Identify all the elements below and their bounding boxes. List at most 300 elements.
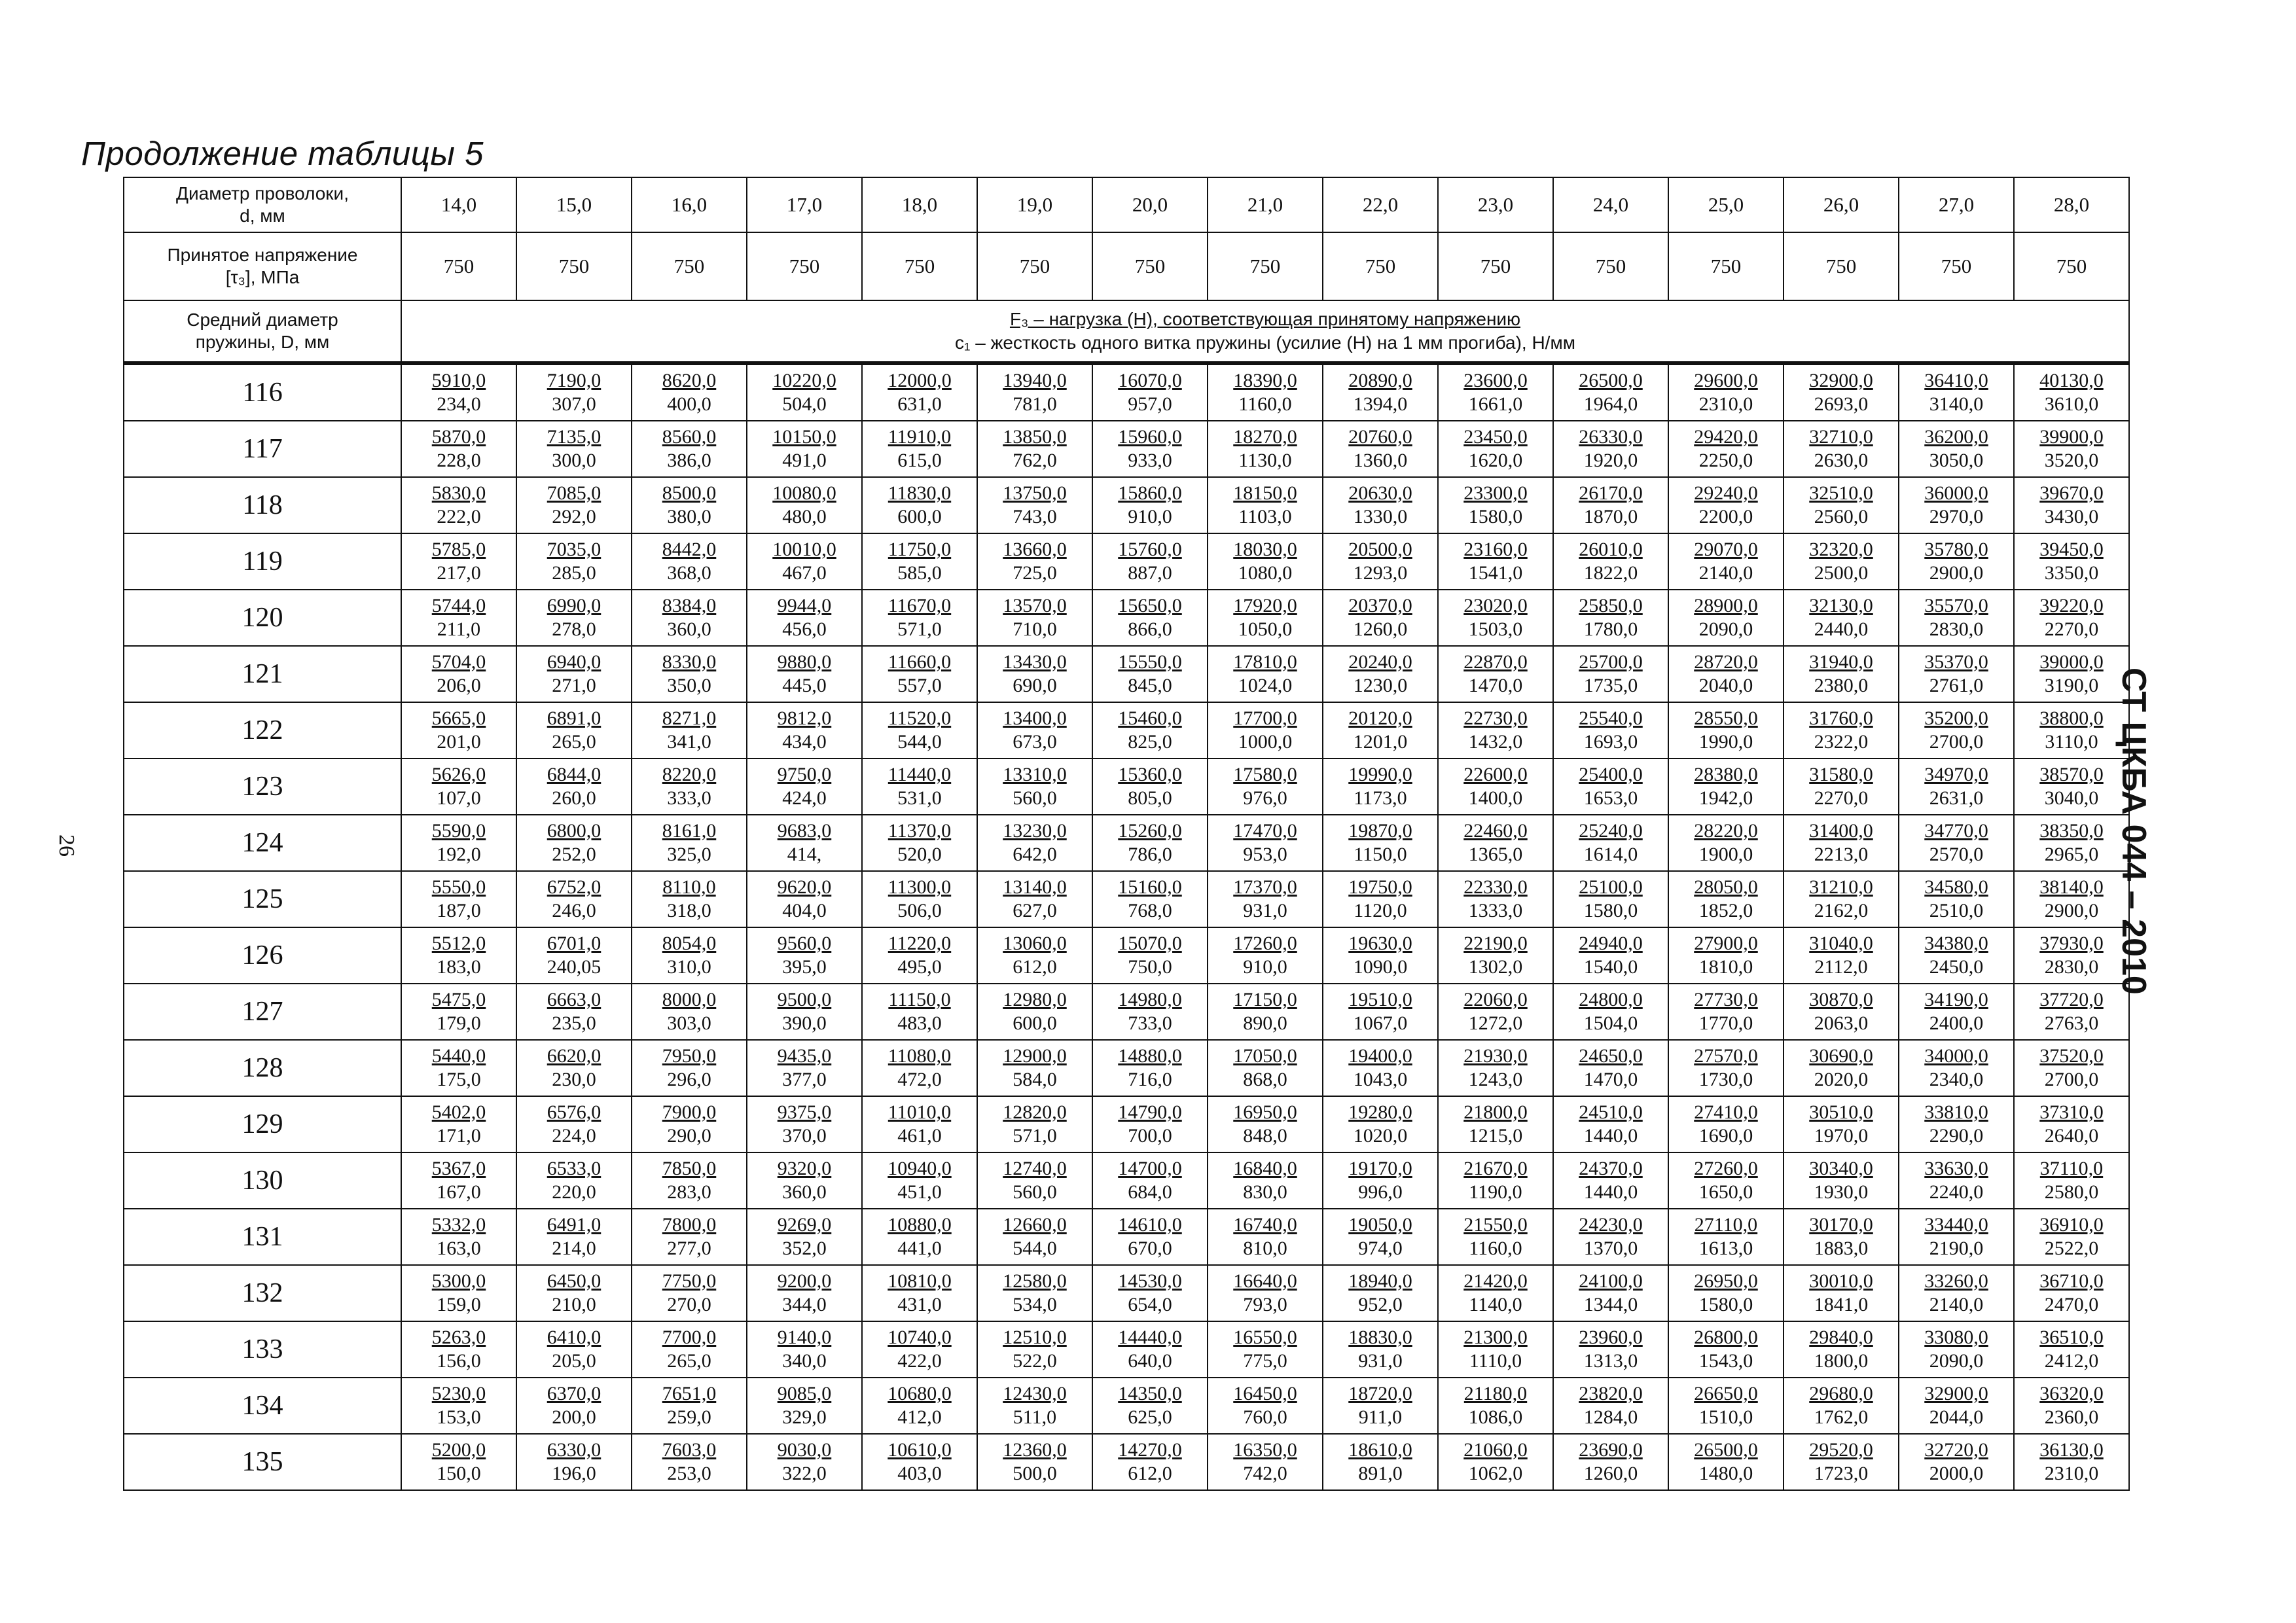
load-value: 14880,0	[1118, 1045, 1182, 1067]
table-cell	[1784, 1265, 1899, 1321]
table-cell	[516, 1096, 632, 1152]
table-cell	[747, 1040, 862, 1096]
stiffness-value: 768,0	[1128, 900, 1172, 921]
table-cell	[1323, 871, 1438, 927]
load-value: 13850,0	[1003, 426, 1067, 448]
table-cell	[516, 590, 632, 646]
stiffness-value: 495,0	[897, 956, 942, 978]
mean-diameter-value: 129	[124, 1096, 401, 1152]
table-cell	[1208, 871, 1323, 927]
table-cell	[1553, 1434, 1668, 1490]
stiffness-value: 670,0	[1128, 1238, 1172, 1259]
stiffness-value: 600,0	[1013, 1012, 1057, 1034]
table-row	[124, 1434, 2129, 1490]
stiffness-value: 187,0	[437, 900, 481, 921]
stiffness-value: 976,0	[1243, 787, 1287, 809]
stiffness-value: 240,05	[547, 956, 601, 978]
load-value: 27900,0	[1694, 933, 1758, 954]
load-value: 13310,0	[1003, 764, 1067, 785]
load-value: 15860,0	[1118, 482, 1182, 504]
table-cell	[1438, 363, 1553, 421]
mean-diameter-value: 116	[124, 363, 401, 421]
stiffness-value: 725,0	[1013, 562, 1057, 584]
load-value: 19050,0	[1348, 1214, 1412, 1236]
load-value: 32510,0	[1809, 482, 1873, 504]
stiffness-value: 544,0	[1013, 1238, 1057, 1259]
table-cell	[401, 1321, 516, 1378]
load-value: 5550,0	[431, 876, 486, 898]
table-cell	[1553, 758, 1668, 815]
table-cell	[1899, 533, 2014, 590]
stiffness-value: 153,0	[437, 1406, 481, 1428]
page-number: 26	[54, 834, 79, 857]
load-value: 31040,0	[1809, 933, 1873, 954]
table-cell	[401, 1265, 516, 1321]
table-cell	[1092, 927, 1208, 984]
stiffness-value: 2140,0	[1929, 1294, 1984, 1315]
stiffness-value: 825,0	[1128, 731, 1172, 753]
wire-diameter-value: 18,0	[862, 177, 977, 232]
table-cell	[1208, 702, 1323, 758]
stiffness-value: 222,0	[437, 506, 481, 527]
load-value: 12580,0	[1003, 1270, 1067, 1292]
load-value: 21800,0	[1463, 1101, 1528, 1123]
load-value: 6450,0	[547, 1270, 601, 1292]
table-cell	[1438, 421, 1553, 477]
load-value: 38350,0	[2039, 820, 2104, 842]
load-value: 18610,0	[1348, 1439, 1412, 1461]
stiffness-value: 2693,0	[1814, 393, 1869, 415]
stiffness-value: 1360,0	[1353, 450, 1408, 471]
table-cell	[1208, 815, 1323, 871]
stiffness-value: 805,0	[1128, 787, 1172, 809]
load-value: 27410,0	[1694, 1101, 1758, 1123]
table-cell	[1784, 1321, 1899, 1378]
stiffness-value: 910,0	[1128, 506, 1172, 527]
load-value: 30170,0	[1809, 1214, 1873, 1236]
table-cell	[1899, 871, 2014, 927]
stiffness-value: 2700,0	[2044, 1069, 2099, 1090]
load-value: 24800,0	[1579, 989, 1643, 1010]
table-cell	[1323, 927, 1438, 984]
load-value: 28220,0	[1694, 820, 1758, 842]
table-cell	[632, 421, 747, 477]
stiffness-value: 631,0	[897, 393, 942, 415]
mean-diameter-value: 124	[124, 815, 401, 871]
load-value: 15650,0	[1118, 595, 1182, 616]
stiffness-value: 451,0	[897, 1181, 942, 1203]
stiffness-value: 1090,0	[1353, 956, 1408, 978]
load-value: 15360,0	[1118, 764, 1182, 785]
stiffness-value: 303,0	[667, 1012, 711, 1034]
load-value: 26500,0	[1694, 1439, 1758, 1461]
load-value: 11750,0	[888, 539, 952, 560]
table-cell	[1208, 1321, 1323, 1378]
stiffness-value: 344,0	[782, 1294, 827, 1315]
table-cell	[1668, 477, 1784, 533]
table-cell	[1668, 758, 1784, 815]
table-cell	[977, 1378, 1092, 1434]
stiffness-value: 2450,0	[1929, 956, 1984, 978]
load-value: 13660,0	[1003, 539, 1067, 560]
table-cell	[747, 363, 862, 421]
table-cell	[747, 1265, 862, 1321]
table-cell	[862, 927, 977, 984]
table-cell	[1784, 477, 1899, 533]
load-value: 22330,0	[1463, 876, 1528, 898]
load-value: 13060,0	[1003, 933, 1067, 954]
load-value: 17700,0	[1233, 707, 1297, 729]
stress-value: 750	[1323, 232, 1438, 300]
load-value: 32320,0	[1809, 539, 1873, 560]
load-value: 14980,0	[1118, 989, 1182, 1010]
mean-diameter-value: 122	[124, 702, 401, 758]
load-value: 34380,0	[1924, 933, 1988, 954]
table-cell	[1208, 758, 1323, 815]
stiffness-value: 627,0	[1013, 900, 1057, 921]
table-cell	[1323, 533, 1438, 590]
load-value: 23300,0	[1463, 482, 1528, 504]
table-cell	[1438, 1209, 1553, 1265]
load-value: 5665,0	[431, 707, 486, 729]
stiffness-value: 107,0	[437, 787, 481, 809]
mean-diameter-value: 119	[124, 533, 401, 590]
table-cell	[632, 702, 747, 758]
load-value: 37930,0	[2039, 933, 2104, 954]
load-value: 27110,0	[1694, 1214, 1758, 1236]
stiffness-value: 2830,0	[1929, 618, 1984, 640]
table-cell	[1784, 927, 1899, 984]
stiffness-value: 1614,0	[1583, 844, 1638, 865]
stiffness-value: 933,0	[1128, 450, 1172, 471]
table-cell	[1553, 477, 1668, 533]
load-value: 11670,0	[888, 595, 952, 616]
load-value: 5332,0	[431, 1214, 486, 1236]
stiffness-value: 265,0	[552, 731, 596, 753]
mean-diameter-value: 126	[124, 927, 401, 984]
table-cell	[2014, 984, 2129, 1040]
table-row	[124, 702, 2129, 758]
load-value: 24940,0	[1579, 933, 1643, 954]
stiffness-value: 810,0	[1243, 1238, 1287, 1259]
load-value: 29680,0	[1809, 1383, 1873, 1404]
stress-value: 750	[1899, 232, 2014, 300]
table-cell	[1553, 590, 1668, 646]
stiffness-value: 2631,0	[1929, 787, 1984, 809]
stiffness-value: 230,0	[552, 1069, 596, 1090]
load-value: 25100,0	[1579, 876, 1643, 898]
header-description	[401, 300, 2129, 363]
table-cell	[977, 533, 1092, 590]
table-cell	[1668, 533, 1784, 590]
stiffness-value: 1620,0	[1468, 450, 1523, 471]
table-cell	[401, 815, 516, 871]
table-row	[124, 1096, 2129, 1152]
stiffness-value: 1302,0	[1468, 956, 1523, 978]
mean-diameter-value: 121	[124, 646, 401, 702]
table-cell	[1323, 1434, 1438, 1490]
stiffness-value: 183,0	[437, 956, 481, 978]
table-cell	[1668, 1321, 1784, 1378]
load-value: 14530,0	[1118, 1270, 1182, 1292]
load-value: 5785,0	[431, 539, 486, 560]
load-value: 7800,0	[662, 1214, 717, 1236]
stiffness-value: 1920,0	[1583, 450, 1638, 471]
stiffness-value: 370,0	[782, 1125, 827, 1147]
stiffness-value: 253,0	[667, 1463, 711, 1484]
table-cell	[1208, 1378, 1323, 1434]
stiffness-value: 3610,0	[2044, 393, 2099, 415]
load-value: 7085,0	[547, 482, 601, 504]
mean-diameter-label	[124, 300, 401, 363]
table-cell	[747, 590, 862, 646]
stiffness-value: 472,0	[897, 1069, 942, 1090]
mean-diameter-value: 118	[124, 477, 401, 533]
load-value: 5830,0	[431, 482, 486, 504]
load-value: 13400,0	[1003, 707, 1067, 729]
load-value: 30870,0	[1809, 989, 1873, 1010]
load-value: 10610,0	[888, 1439, 952, 1461]
load-value: 8384,0	[662, 595, 717, 616]
stiffness-value: 224,0	[552, 1125, 596, 1147]
mean-diameter-value: 117	[124, 421, 401, 477]
table-cell	[1668, 1209, 1784, 1265]
stiffness-value: 1810,0	[1698, 956, 1753, 978]
table-cell	[2014, 758, 2129, 815]
table-cell	[1668, 1152, 1784, 1209]
stress-value: 750	[1208, 232, 1323, 300]
table-cell	[862, 702, 977, 758]
load-value: 31400,0	[1809, 820, 1873, 842]
stiffness-value: 234,0	[437, 393, 481, 415]
stiffness-value: 684,0	[1128, 1181, 1172, 1203]
table-cell	[1784, 702, 1899, 758]
stiffness-value: 2761,0	[1929, 675, 1984, 696]
stiffness-value: 1201,0	[1353, 731, 1408, 753]
stiffness-value: 625,0	[1128, 1406, 1172, 1428]
load-value: 24510,0	[1579, 1101, 1643, 1123]
table-cell	[1668, 984, 1784, 1040]
table-cell	[1438, 815, 1553, 871]
stress-value: 750	[862, 232, 977, 300]
table-cell	[977, 646, 1092, 702]
stiffness-value: 775,0	[1243, 1350, 1287, 1372]
stiffness-value: 400,0	[667, 393, 711, 415]
stiffness-value: 1780,0	[1583, 618, 1638, 640]
stiffness-value: 531,0	[897, 787, 942, 809]
mean-diameter-value: 130	[124, 1152, 401, 1209]
table-row	[124, 1152, 2129, 1209]
stiffness-value: 1020,0	[1353, 1125, 1408, 1147]
load-value: 28900,0	[1694, 595, 1758, 616]
table-cell	[516, 1434, 632, 1490]
load-value: 11830,0	[888, 482, 952, 504]
table-cell	[1899, 984, 2014, 1040]
load-value: 23960,0	[1579, 1327, 1643, 1348]
load-value: 10010,0	[772, 539, 836, 560]
load-value: 32900,0	[1809, 370, 1873, 391]
load-value: 6891,0	[547, 707, 601, 729]
load-value: 37520,0	[2039, 1045, 2104, 1067]
table-row	[124, 758, 2129, 815]
load-value: 6620,0	[547, 1045, 601, 1067]
table-cell	[1092, 1040, 1208, 1096]
table-cell	[862, 590, 977, 646]
table-cell	[401, 1152, 516, 1209]
table-cell	[1092, 646, 1208, 702]
load-value: 18830,0	[1348, 1327, 1412, 1348]
load-value: 31760,0	[1809, 707, 1873, 729]
stiffness-value: 1215,0	[1468, 1125, 1523, 1147]
table-row	[124, 1040, 2129, 1096]
table-cell	[977, 1040, 1092, 1096]
stiffness-value: 491,0	[782, 450, 827, 471]
stiffness-value: 1103,0	[1238, 506, 1292, 527]
wire-diameter-label-line1: Диаметр проволоки,	[176, 183, 349, 204]
table-cell	[1323, 758, 1438, 815]
load-value: 37310,0	[2039, 1101, 2104, 1123]
stiffness-value: 1613,0	[1698, 1238, 1753, 1259]
table-cell	[747, 758, 862, 815]
stiffness-value: 300,0	[552, 450, 596, 471]
mean-diameter-value: 128	[124, 1040, 401, 1096]
table-cell	[516, 927, 632, 984]
load-value: 17260,0	[1233, 933, 1297, 954]
load-value: 30010,0	[1809, 1270, 1873, 1292]
load-value: 9320,0	[777, 1158, 832, 1179]
load-value: 36000,0	[1924, 482, 1988, 504]
wire-diameter-value: 14,0	[401, 177, 516, 232]
header-description-line1: F₃ – нагрузка (Н), соответствующая принятому напряжению	[1009, 309, 1521, 329]
stiffness-value: 214,0	[552, 1238, 596, 1259]
stiffness-value: 2090,0	[1698, 618, 1753, 640]
load-value: 9269,0	[777, 1214, 832, 1236]
table-cell	[2014, 1321, 2129, 1378]
table-cell	[977, 1265, 1092, 1321]
stiffness-value: 1942,0	[1698, 787, 1753, 809]
stress-value: 750	[401, 232, 516, 300]
stiffness-value: 2290,0	[1929, 1125, 1984, 1147]
table-cell	[1553, 1209, 1668, 1265]
stiffness-value: 307,0	[552, 393, 596, 415]
load-value: 7750,0	[662, 1270, 717, 1292]
table-cell	[1323, 984, 1438, 1040]
table-cell	[1784, 363, 1899, 421]
stiffness-value: 1260,0	[1353, 618, 1408, 640]
load-value: 5475,0	[431, 989, 486, 1010]
stiffness-value: 2270,0	[1814, 787, 1869, 809]
table-cell	[1092, 1434, 1208, 1490]
load-value: 22460,0	[1463, 820, 1528, 842]
table-cell	[632, 533, 747, 590]
table-row	[124, 477, 2129, 533]
stiffness-value: 3430,0	[2044, 506, 2099, 527]
stiffness-value: 615,0	[897, 450, 942, 471]
stiffness-value: 380,0	[667, 506, 711, 527]
wire-diameter-value: 22,0	[1323, 177, 1438, 232]
stiffness-value: 996,0	[1358, 1181, 1403, 1203]
stiffness-value: 3140,0	[1929, 393, 1984, 415]
table-cell	[862, 815, 977, 871]
stiffness-value: 1080,0	[1238, 562, 1293, 584]
load-value: 7603,0	[662, 1439, 717, 1461]
table-cell	[1784, 1378, 1899, 1434]
stiffness-value: 1440,0	[1583, 1181, 1638, 1203]
load-value: 32130,0	[1809, 595, 1873, 616]
load-value: 8330,0	[662, 651, 717, 673]
load-value: 39450,0	[2039, 539, 2104, 560]
load-value: 31940,0	[1809, 651, 1873, 673]
load-value: 12900,0	[1003, 1045, 1067, 1067]
table-cell	[977, 927, 1092, 984]
stiffness-value: 1852,0	[1698, 900, 1753, 921]
stiffness-value: 2440,0	[1814, 618, 1869, 640]
load-value: 10740,0	[888, 1327, 952, 1348]
table-row	[124, 1321, 2129, 1378]
table-cell	[1899, 1152, 2014, 1209]
stiffness-value: 2522,0	[2044, 1238, 2099, 1259]
table-cell	[977, 590, 1092, 646]
wire-diameter-value: 28,0	[2014, 177, 2129, 232]
table-cell	[1323, 1378, 1438, 1434]
stiffness-value: 235,0	[552, 1012, 596, 1034]
stiffness-value: 830,0	[1243, 1181, 1287, 1203]
table-cell	[862, 1040, 977, 1096]
load-value: 33630,0	[1924, 1158, 1988, 1179]
load-value: 18940,0	[1348, 1270, 1412, 1292]
table-cell	[747, 984, 862, 1040]
stiffness-value: 461,0	[897, 1125, 942, 1147]
table-cell	[516, 984, 632, 1040]
stiffness-value: 434,0	[782, 731, 827, 753]
wire-diameter-label	[124, 177, 401, 232]
stiffness-value: 340,0	[782, 1350, 827, 1372]
table-cell	[1323, 702, 1438, 758]
table-cell	[1553, 1040, 1668, 1096]
stiffness-value: 1650,0	[1698, 1181, 1753, 1203]
table-cell	[862, 984, 977, 1040]
stiffness-value: 1160,0	[1238, 393, 1292, 415]
stiffness-value: 506,0	[897, 900, 942, 921]
stiffness-value: 1333,0	[1468, 900, 1523, 921]
stiffness-value: 1173,0	[1354, 787, 1407, 809]
table-cell	[516, 477, 632, 533]
stiffness-value: 196,0	[552, 1463, 596, 1484]
table-row	[124, 421, 2129, 477]
mean-diameter-value: 134	[124, 1378, 401, 1434]
stiffness-value: 2044,0	[1929, 1406, 1984, 1428]
table-cell	[1899, 1265, 2014, 1321]
stiffness-value: 1370,0	[1583, 1238, 1638, 1259]
stiffness-value: 1432,0	[1468, 731, 1523, 753]
table-cell	[1092, 871, 1208, 927]
table-row	[124, 871, 2129, 927]
load-value: 22730,0	[1463, 707, 1528, 729]
stiffness-value: 395,0	[782, 956, 827, 978]
table-cell	[977, 758, 1092, 815]
load-value: 6752,0	[547, 876, 601, 898]
load-value: 5910,0	[431, 370, 486, 391]
stiffness-value: 2400,0	[1929, 1012, 1984, 1034]
load-value: 38570,0	[2039, 764, 2104, 785]
stiffness-value: 2360,0	[2044, 1406, 2099, 1428]
load-value: 28550,0	[1694, 707, 1758, 729]
stiffness-value: 467,0	[782, 562, 827, 584]
stiffness-value: 150,0	[437, 1463, 481, 1484]
table-row	[124, 1209, 2129, 1265]
stiffness-value: 1230,0	[1353, 675, 1408, 696]
stiffness-value: 265,0	[667, 1350, 711, 1372]
